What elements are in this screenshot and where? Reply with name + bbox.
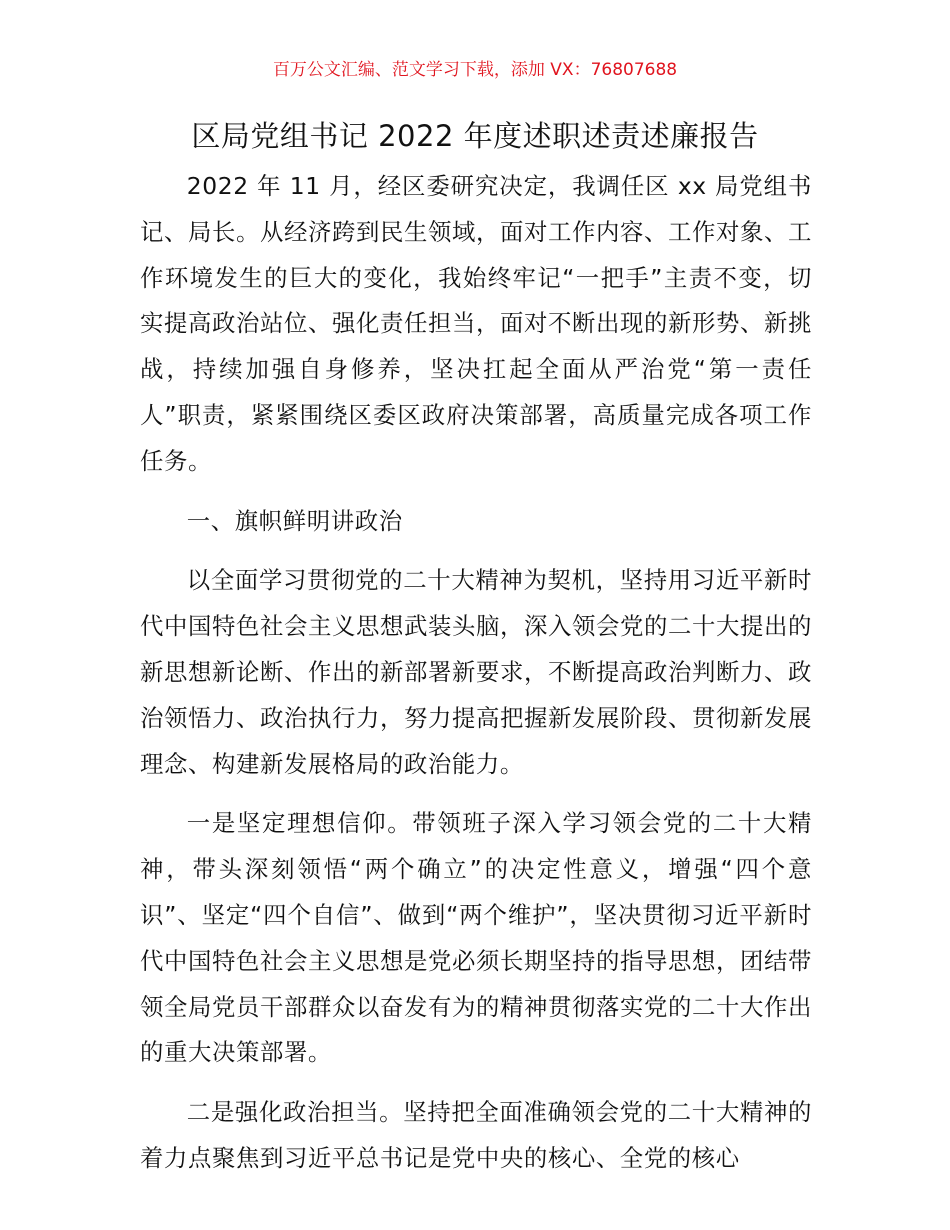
paragraph-point-1: 一是坚定理想信仰。带领班子深入学习领会党的二十大精神，带头深刻领悟“两个确立”的决定性意义，增强“四个意识”、坚定“四个自信”、做到“两个维护”，坚决贯彻习近平新时代中国特色社会主义思想是党必须长期坚持的指导思想，团结带领全局党员干部群众以奋发有为的精神贯彻落实党的二十大作出的重大决策部署。 <box>140 809 812 1067</box>
paragraph-gap <box>140 485 812 499</box>
paragraph-section-1-intro: 以全面学习贯彻党的二十大精神为契机，坚持用习近平新时代中国特色社会主义思想武装头脑，深入领会党的二十大提出的新思想新论断、作出的新部署新要求，不断提高政治判断力、政治领悟力、政治执行力，努力提高把握新发展阶段、贯彻新发展理念、构建新发展格局的政治能力。 <box>140 566 812 778</box>
paragraph-gap <box>140 787 812 801</box>
paragraph-point-2: 二是强化政治担当。坚持把全面准确领会党的二十大精神的着力点聚焦到习近平总书记是党中央的核心、全党的核心 <box>140 1098 812 1172</box>
paragraph-gap <box>140 544 812 558</box>
watermark-banner: 百万公文汇编、范文学习下载，添加 VX：76807688 <box>272 60 678 80</box>
section-heading-1: 一、旗帜鲜明讲政治 <box>186 506 403 535</box>
document-title: 区局党组书记 2022 年度述职述责述廉报告 <box>191 119 759 153</box>
paragraph-gap <box>140 1076 812 1090</box>
paragraph-intro: 2022 年 11 月，经区委研究决定，我调任区 xx 局党组书记、局长。从经济跨到民生领域，面对工作内容、工作对象、工作环境发生的巨大的变化，我始终牢记“一把手”主责不变，切实提高政治站位、强化责任担当，面对不断出现的新形势、新挑战，持续加强自身修养，坚决扛起全面从严治党“第一责任人”职责，紧紧围绕区委区政府决策部署，高质量完成各项工作任务。 <box>140 172 812 475</box>
document-body <box>140 164 812 1182</box>
